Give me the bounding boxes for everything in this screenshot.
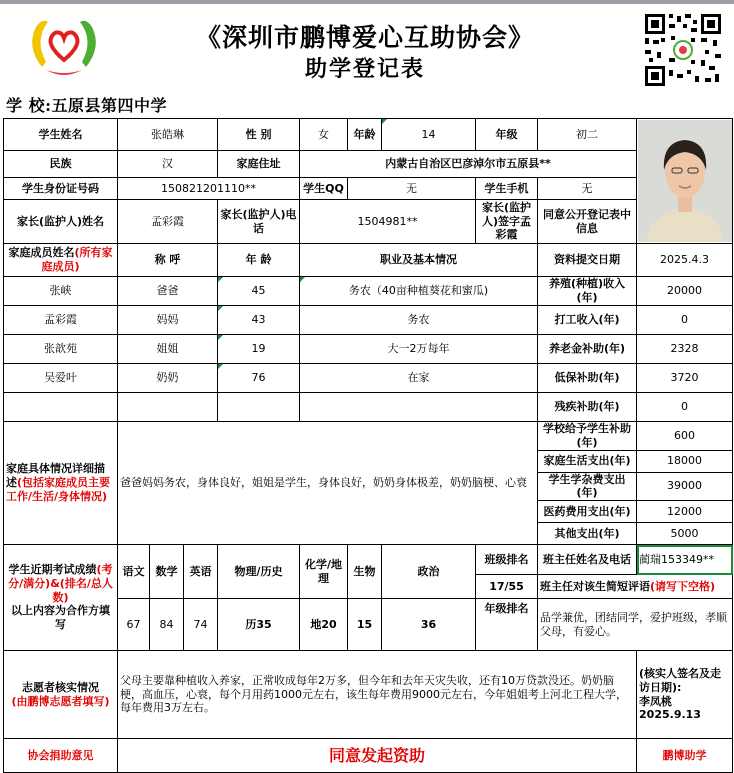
income-value[interactable]: 0 xyxy=(637,393,733,422)
family-age[interactable]: 76 xyxy=(218,364,300,393)
income-label: 养老金补助(年) xyxy=(538,335,637,364)
expense-label: 其他支出(年) xyxy=(538,523,637,545)
age-header: 年 龄 xyxy=(218,244,300,277)
exam-label xyxy=(4,545,118,651)
family-relation[interactable]: 妈妈 xyxy=(118,306,218,335)
subject-header: 政治 xyxy=(382,545,476,599)
school-name: 五原县第四中学 xyxy=(51,96,167,115)
family-name[interactable] xyxy=(4,393,118,422)
family-age[interactable]: 45 xyxy=(218,277,300,306)
family-member-label: 家庭成员姓名 xyxy=(8,246,75,260)
age-label: 年龄 xyxy=(348,119,382,151)
expense-value[interactable]: 18000 xyxy=(637,450,733,472)
relation-header: 称 呼 xyxy=(118,244,218,277)
verify-cell xyxy=(637,651,733,739)
family-relation[interactable] xyxy=(118,393,218,422)
exam-label-main: 学生近期考试成绩 xyxy=(8,563,97,577)
subject-score[interactable]: 74 xyxy=(184,599,218,651)
family-age[interactable] xyxy=(218,393,300,422)
verify-label: (核实人签名及走访日期): xyxy=(639,667,722,694)
family-member-note: (所有家庭成员) xyxy=(41,246,113,273)
class-rank-label: 班级排名 xyxy=(476,545,538,575)
situation-label-note: (包括家庭成员主要工作/生活/身体情况) xyxy=(6,476,111,503)
submit-date-value[interactable]: 2025.4.3 xyxy=(637,244,733,277)
subject-score[interactable]: 历35 xyxy=(218,599,300,651)
teacher-comment[interactable]: 品学兼优，团结同学，爱护班级，孝顺父母，有爱心。 xyxy=(538,599,733,651)
income-value[interactable]: 3720 xyxy=(637,364,733,393)
donation-opinion[interactable]: 同意发起资助 xyxy=(118,739,637,773)
family-job[interactable]: 务农 xyxy=(300,306,538,335)
class-rank-value[interactable]: 17/55 xyxy=(476,575,538,599)
verifier-name[interactable]: 李凤桃 xyxy=(639,694,673,708)
family-job[interactable] xyxy=(300,393,538,422)
family-name[interactable]: 张歆苑 xyxy=(4,335,118,364)
qq-value[interactable]: 无 xyxy=(348,178,476,200)
situation-text[interactable]: 爸爸妈妈务农，身体良好，姐姐是学生，身体良好，奶奶身体极差，奶奶脑梗、心衰 xyxy=(118,422,538,545)
expense-label: 医药费用支出(年) xyxy=(538,501,637,523)
income-label: 打工收入(年) xyxy=(538,306,637,335)
subject-score[interactable]: 15 xyxy=(348,599,382,651)
grade-rank-cell xyxy=(476,599,538,651)
income-value[interactable]: 20000 xyxy=(637,277,733,306)
subject-header: 语文 xyxy=(118,545,150,599)
guardian-phone-label: 家长(监护人)电话 xyxy=(218,200,300,244)
subject-header: 物理/历史 xyxy=(218,545,300,599)
volunteer-text[interactable]: 父母主要靠种植收入养家，正常收成每年2万多，但今年和去年天灾失收，还有10万贷款没还。奶奶脑梗，高血压，心衰，每个月用药1000元左右，该生每年费用9000元左右，今年姐姐考上河北工程大学，每年费用3万左右。 xyxy=(118,651,637,739)
subject-score[interactable]: 67 xyxy=(118,599,150,651)
teacher-label: 班主任姓名及电话 xyxy=(538,545,637,575)
expense-value[interactable]: 12000 xyxy=(637,501,733,523)
situation-label-main: 家庭具体情况详细描述 xyxy=(6,462,105,490)
address-label: 家庭住址 xyxy=(218,151,300,178)
ethnicity-label: 民族 xyxy=(4,151,118,178)
title-area xyxy=(0,4,734,90)
age-value[interactable]: 14 xyxy=(382,119,476,151)
family-name[interactable]: 吴爱叶 xyxy=(4,364,118,393)
family-job[interactable]: 务农（40亩种植葵花和蜜瓜) xyxy=(300,277,538,306)
table-row xyxy=(4,335,733,364)
table-row xyxy=(4,306,733,335)
registration-table xyxy=(3,118,733,773)
table-row xyxy=(4,277,733,306)
address-value[interactable]: 内蒙古自治区巴彦淖尔市五原县** xyxy=(300,151,637,178)
student-id-value[interactable]: 150821201110** xyxy=(118,178,300,200)
table-row xyxy=(4,364,733,393)
family-relation[interactable]: 爸爸 xyxy=(118,277,218,306)
gender-label: 性 别 xyxy=(218,119,300,151)
guardian-name-value[interactable]: 孟彩霞 xyxy=(118,200,218,244)
guardian-sign-label: 家长(监护人)签字孟彩霞 xyxy=(476,200,538,244)
expense-label: 学校给予学生补助(年) xyxy=(538,422,637,451)
income-value[interactable]: 0 xyxy=(637,306,733,335)
family-relation[interactable]: 姐姐 xyxy=(118,335,218,364)
family-job[interactable]: 在家 xyxy=(300,364,538,393)
donation-label: 协会捐助意见 xyxy=(4,739,118,773)
phone-value[interactable]: 无 xyxy=(538,178,637,200)
expense-label: 学生学杂费支出(年) xyxy=(538,472,637,501)
table-row xyxy=(4,393,733,422)
comment-label: 班主任对该生简短评语 xyxy=(540,579,651,593)
guardian-phone-value[interactable]: 1504981** xyxy=(300,200,476,244)
volunteer-label-note: (由鹏博志愿者填写) xyxy=(11,694,110,708)
qq-label: 学生QQ xyxy=(300,178,348,200)
family-relation[interactable]: 奶奶 xyxy=(118,364,218,393)
subject-header: 化学/地理 xyxy=(300,545,348,599)
family-age[interactable]: 43 xyxy=(218,306,300,335)
job-header: 职业及基本情况 xyxy=(300,244,538,277)
family-age[interactable]: 19 xyxy=(218,335,300,364)
expense-value[interactable]: 600 xyxy=(637,422,733,451)
student-name-label: 学生姓名 xyxy=(4,119,118,151)
expense-label: 家庭生活支出(年) xyxy=(538,450,637,472)
grade-rank-label: 年级排名 xyxy=(484,602,529,615)
heart-logo-icon xyxy=(22,12,106,82)
expense-value[interactable]: 39000 xyxy=(637,472,733,501)
expense-value[interactable]: 5000 xyxy=(637,523,733,545)
form-subtitle: 助学登记表 xyxy=(304,56,425,82)
comment-label-cell xyxy=(538,575,733,599)
gender-value[interactable]: 女 xyxy=(300,119,348,151)
grade-label: 年级 xyxy=(476,119,538,151)
teacher-value[interactable]: 蔺瑞153349** xyxy=(637,545,733,575)
income-label: 残疾补助(年) xyxy=(538,393,637,422)
guardian-name-label: 家长(监护人)姓名 xyxy=(4,200,118,244)
exam-label-note: (考分/满分)&(排名/总人数) xyxy=(8,563,113,604)
comment-label-note: (请写下空格) xyxy=(650,579,716,593)
income-label: 低保补助(年) xyxy=(538,364,637,393)
subject-header: 生物 xyxy=(348,545,382,599)
subject-score[interactable]: 36 xyxy=(382,599,476,651)
grade-value[interactable]: 初二 xyxy=(538,119,637,151)
subject-header: 数学 xyxy=(150,545,184,599)
ethnicity-value[interactable]: 汉 xyxy=(118,151,218,178)
student-id-label: 学生身份证号码 xyxy=(4,178,118,200)
qr-code-icon xyxy=(643,12,723,88)
subject-score[interactable]: 地20 xyxy=(300,599,348,651)
form-title: 《深圳市鹏博爱心互助协会》 xyxy=(195,23,534,52)
income-label: 养殖(种植)收入(年) xyxy=(538,277,637,306)
volunteer-label xyxy=(4,651,118,739)
exam-label-footer: 以上内容为合作方填写 xyxy=(11,604,110,632)
family-name[interactable]: 张峡 xyxy=(4,277,118,306)
student-name-value[interactable]: 张皓琳 xyxy=(118,119,218,151)
subject-header: 英语 xyxy=(184,545,218,599)
situation-label xyxy=(4,422,118,545)
phone-label: 学生手机 xyxy=(476,178,538,200)
verify-date[interactable]: 2025.9.13 xyxy=(639,708,701,722)
consent-text: 同意公开登记表中信息 xyxy=(538,200,637,244)
submit-date-label: 资料提交日期 xyxy=(538,244,637,277)
student-photo xyxy=(637,119,733,244)
family-name[interactable]: 孟彩霞 xyxy=(4,306,118,335)
subject-score[interactable]: 84 xyxy=(150,599,184,651)
family-member-header xyxy=(4,244,118,277)
student-photo-image xyxy=(638,120,732,242)
school-line xyxy=(6,93,167,116)
org-signature: 鹏博助学 xyxy=(637,739,733,773)
school-label: 学 校: xyxy=(6,96,52,115)
income-value[interactable]: 2328 xyxy=(637,335,733,364)
volunteer-label-main: 志愿者核实情况 xyxy=(22,680,99,694)
family-job[interactable]: 大一2万每年 xyxy=(300,335,538,364)
